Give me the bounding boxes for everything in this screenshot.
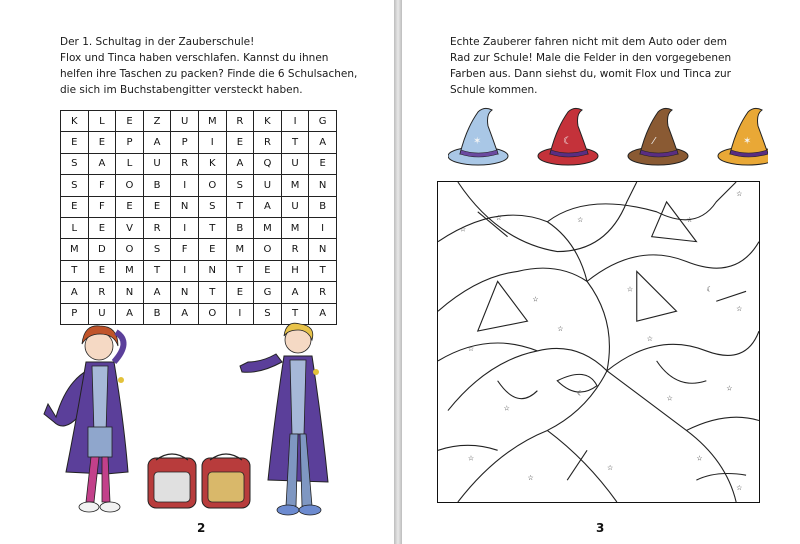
svg-text:☆: ☆ xyxy=(736,484,743,493)
instruction-line: Flox und Tinca haben verschlafen. Kannst du ihnen xyxy=(60,52,329,64)
grid-cell: U xyxy=(143,153,171,174)
grid-cell: A xyxy=(226,153,254,174)
grid-cell: I xyxy=(171,175,199,196)
grid-cell: H xyxy=(281,260,309,281)
grid-cell: E xyxy=(198,239,226,260)
grid-cell: A xyxy=(88,153,116,174)
svg-text:☆: ☆ xyxy=(503,404,510,413)
svg-text:☆: ☆ xyxy=(495,213,502,222)
svg-text:☆: ☆ xyxy=(626,285,634,294)
grid-cell: E xyxy=(116,196,144,217)
grid-cell: U xyxy=(88,303,116,324)
grid-cell: S xyxy=(61,153,89,174)
grid-cell: R xyxy=(254,132,282,153)
instruction-line: die sich im Buchstabengitter versteckt haben. xyxy=(60,84,303,96)
svg-text:☆: ☆ xyxy=(736,189,743,198)
grid-cell: E xyxy=(143,196,171,217)
grid-cell: N xyxy=(309,239,337,260)
grid-cell: A xyxy=(61,282,89,303)
grid-cell: K xyxy=(61,111,89,132)
grid-cell: S xyxy=(61,175,89,196)
grid-cell: T xyxy=(226,196,254,217)
left-instructions xyxy=(60,34,357,98)
grid-cell: P xyxy=(171,132,199,153)
page-number: 3 xyxy=(596,521,605,535)
grid-cell: E xyxy=(88,132,116,153)
svg-text:☆: ☆ xyxy=(459,225,467,234)
grid-cell: U xyxy=(281,196,309,217)
mosaic-symbols xyxy=(460,190,743,492)
grid-cell: E xyxy=(226,132,254,153)
grid-cell: O xyxy=(254,239,282,260)
grid-cell: I xyxy=(226,303,254,324)
word-search-grid xyxy=(60,110,337,325)
grid-cell: E xyxy=(309,153,337,174)
grid-cell: G xyxy=(309,111,337,132)
grid-cell: A xyxy=(281,282,309,303)
grid-row xyxy=(61,239,337,260)
grid-cell: P xyxy=(116,132,144,153)
grid-cell: F xyxy=(88,196,116,217)
hat-brown-icon xyxy=(628,108,688,165)
grid-cell: E xyxy=(61,132,89,153)
grid-cell: S xyxy=(198,196,226,217)
svg-text:⁄: ⁄ xyxy=(653,136,655,147)
grid-cell: T xyxy=(61,260,89,281)
grid-cell: B xyxy=(309,196,337,217)
grid-cell: N xyxy=(309,175,337,196)
grid-cell: T xyxy=(226,260,254,281)
coloring-mosaic xyxy=(437,181,760,503)
svg-text:☆: ☆ xyxy=(696,454,703,463)
grid-cell: N xyxy=(116,282,144,303)
svg-text:☆: ☆ xyxy=(606,464,614,473)
grid-cell: A xyxy=(254,196,282,217)
grid-cell: U xyxy=(281,153,309,174)
grid-cell: Z xyxy=(143,111,171,132)
svg-text:☾: ☾ xyxy=(563,136,572,147)
grid-row xyxy=(61,132,337,153)
grid-cell: L xyxy=(88,111,116,132)
grid-cell: F xyxy=(171,239,199,260)
svg-text:☆: ☆ xyxy=(666,394,673,403)
grid-row xyxy=(61,196,337,217)
grid-cell: T xyxy=(281,303,309,324)
color-key-hats xyxy=(448,104,768,174)
grid-cell: M xyxy=(61,239,89,260)
girl-figure xyxy=(44,326,128,512)
instruction-line: Echte Zauberer fahren nicht mit dem Auto oder dem xyxy=(450,36,727,48)
grid-cell: B xyxy=(226,217,254,238)
grid-cell: O xyxy=(116,239,144,260)
hat-blue-icon xyxy=(448,108,508,165)
grid-cell: T xyxy=(198,217,226,238)
grid-row xyxy=(61,175,337,196)
page-number: 2 xyxy=(197,521,206,535)
grid-cell: B xyxy=(143,303,171,324)
grid-cell: P xyxy=(61,303,89,324)
grid-cell: E xyxy=(254,260,282,281)
grid-cell: E xyxy=(226,282,254,303)
instruction-line: Rad zur Schule! Male die Felder in den vorgegebenen xyxy=(450,52,732,64)
grid-cell: A xyxy=(143,282,171,303)
right-instructions xyxy=(450,34,731,98)
grid-cell: D xyxy=(88,239,116,260)
grid-cell: T xyxy=(198,282,226,303)
grid-cell: U xyxy=(171,111,199,132)
grid-cell: R xyxy=(281,239,309,260)
svg-text:✶: ✶ xyxy=(473,136,482,147)
grid-row xyxy=(61,153,337,174)
grid-cell: I xyxy=(171,260,199,281)
grid-cell: I xyxy=(309,217,337,238)
grid-cell: G xyxy=(254,282,282,303)
grid-cell: R xyxy=(309,282,337,303)
grid-cell: A xyxy=(309,303,337,324)
instruction-line: helfen ihre Taschen zu packen? Finde die 6 Schulsachen, xyxy=(60,68,358,80)
boy-figure xyxy=(240,323,328,515)
grid-cell: R xyxy=(226,111,254,132)
grid-cell: K xyxy=(254,111,282,132)
grid-cell: N xyxy=(171,196,199,217)
grid-cell: S xyxy=(143,239,171,260)
grid-row xyxy=(61,282,337,303)
grid-cell: E xyxy=(116,111,144,132)
grid-row xyxy=(61,217,337,238)
grid-cell: A xyxy=(143,132,171,153)
instruction-line: Schule kommen. xyxy=(450,84,538,96)
grid-cell: B xyxy=(143,175,171,196)
grid-cell: I xyxy=(198,132,226,153)
children-illustration xyxy=(36,322,366,522)
svg-text:☾: ☾ xyxy=(577,389,584,398)
svg-text:☆: ☆ xyxy=(646,335,653,344)
svg-text:☆: ☆ xyxy=(557,325,564,334)
grid-cell: K xyxy=(198,153,226,174)
grid-cell: M xyxy=(116,260,144,281)
grid-cell: I xyxy=(281,111,309,132)
grid-cell: M xyxy=(198,111,226,132)
hat-red-icon xyxy=(538,108,598,165)
instruction-line: Farben aus. Dann siehst du, womit Flox und Tinca zur xyxy=(450,68,731,80)
grid-row xyxy=(61,111,337,132)
grid-row xyxy=(61,260,337,281)
grid-cell: S xyxy=(226,175,254,196)
svg-text:☆: ☆ xyxy=(726,384,733,393)
grid-cell: M xyxy=(281,175,309,196)
grid-cell: E xyxy=(61,196,89,217)
grid-cell: R xyxy=(88,282,116,303)
grid-cell: A xyxy=(116,303,144,324)
left-page xyxy=(0,0,394,544)
grid-cell: A xyxy=(171,303,199,324)
svg-text:☆: ☆ xyxy=(736,305,743,314)
svg-text:☆: ☆ xyxy=(467,344,475,353)
grid-cell: M xyxy=(226,239,254,260)
grid-cell: I xyxy=(171,217,199,238)
svg-text:☆: ☆ xyxy=(467,454,475,463)
book-gutter xyxy=(394,0,402,544)
grid-cell: M xyxy=(281,217,309,238)
grid-cell: T xyxy=(309,260,337,281)
grid-cell: T xyxy=(143,260,171,281)
grid-cell: L xyxy=(61,217,89,238)
instruction-line: Der 1. Schultag in der Zauberschule! xyxy=(60,36,255,48)
grid-cell: L xyxy=(116,153,144,174)
grid-cell: S xyxy=(254,303,282,324)
hat-orange-icon xyxy=(718,108,768,165)
svg-text:☆: ☆ xyxy=(527,474,534,483)
grid-cell: U xyxy=(254,175,282,196)
grid-cell: O xyxy=(116,175,144,196)
grid-cell: T xyxy=(281,132,309,153)
svg-text:☆: ☆ xyxy=(686,215,693,224)
svg-text:☆: ☆ xyxy=(577,215,584,224)
grid-cell: E xyxy=(88,217,116,238)
grid-cell: R xyxy=(143,217,171,238)
grid-cell: N xyxy=(171,282,199,303)
grid-cell: O xyxy=(198,175,226,196)
grid-cell: N xyxy=(198,260,226,281)
grid-cell: E xyxy=(88,260,116,281)
grid-cell: A xyxy=(309,132,337,153)
svg-text:☆: ☆ xyxy=(532,295,539,304)
grid-cell: R xyxy=(171,153,199,174)
grid-cell: Q xyxy=(254,153,282,174)
grid-cell: F xyxy=(88,175,116,196)
school-bags xyxy=(148,454,250,508)
grid-cell: O xyxy=(198,303,226,324)
svg-text:☾: ☾ xyxy=(706,285,713,294)
grid-cell: M xyxy=(254,217,282,238)
grid-cell: V xyxy=(116,217,144,238)
svg-text:✶: ✶ xyxy=(743,136,752,147)
